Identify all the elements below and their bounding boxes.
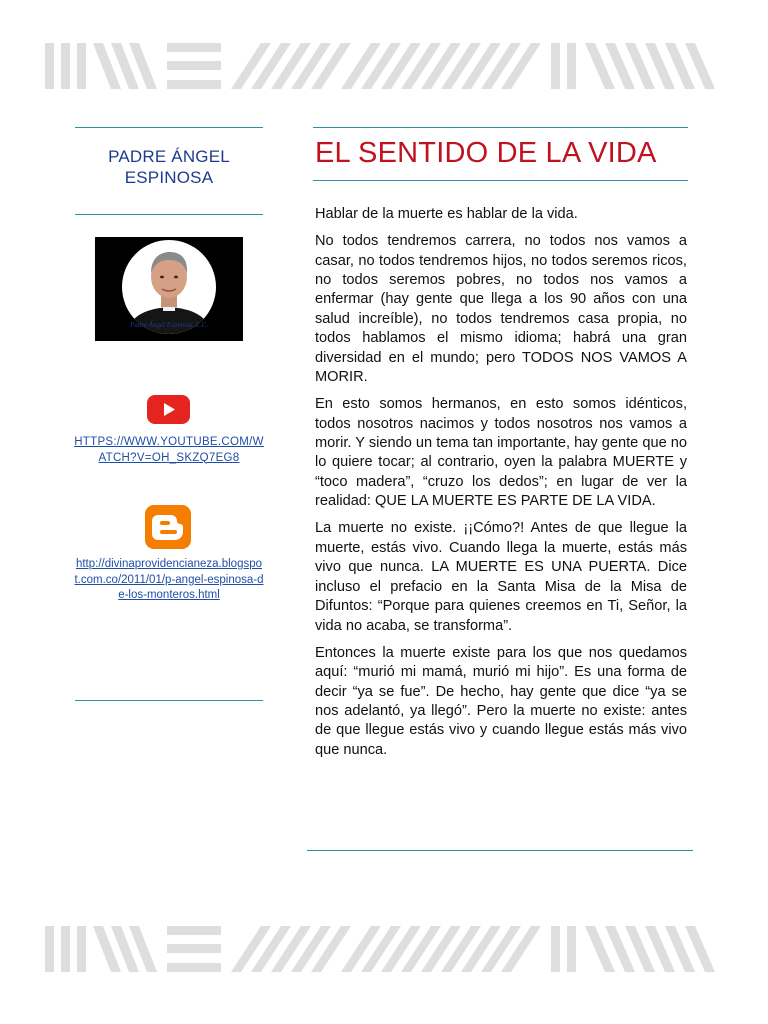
header-decorative-band	[45, 43, 719, 89]
article-title: EL SENTIDO DE LA VIDA	[315, 137, 657, 169]
youtube-icon[interactable]	[147, 395, 190, 424]
title-rule-bottom	[313, 180, 688, 181]
footer-decorative-band	[45, 926, 719, 972]
author-name	[76, 146, 262, 188]
sidebar-rule-top	[75, 127, 263, 128]
portrait-caption: Padre Ángel Espinosa, L.C.	[130, 321, 208, 329]
author-portrait	[95, 237, 243, 341]
youtube-link[interactable]: HTTPS://WWW.YOUTUBE.COM/WATCH?V=OH_SKZQ7EG8	[74, 436, 264, 464]
title-rule-top	[313, 127, 688, 128]
article-rule-bottom	[307, 850, 693, 851]
author-name-line2: ESPINOSA	[124, 168, 214, 187]
sidebar-rule-bottom	[75, 700, 263, 701]
article-paragraph: La muerte no existe. ¡¡Cómo?! Antes de que llegue la muerte, estás vivo. Cuando llega la muerte, estás más vivo que nunca. LA MUERTE ES UNA PUERTA. Dice incluso el prefacio en la Santa Misa de la Misa de Difuntos: “Porque para quienes creemos en Ti, Señor, la vida no acaba, se transforma”.	[315, 520, 687, 634]
article-paragraph: No todos tendremos carrera, no todos nos vamos a casar, no todos tendremos hijos, no todos seremos ricos, no todos seremos pobres, no todos nos vamos a enfermar (hay gente que llega a los 90 años con una salud increíble), no todos tendremos casa propia, no todos hablamos el mismo idioma; habrá una gran diversidad en el mundo; pero TODOS NOS VAMOS A MORIR.	[315, 233, 687, 386]
article-body	[315, 205, 687, 768]
blog-link[interactable]: http://divinaprovidencianeza.blogspot.com.co/2011/01/p-angel-espinosa-de-los-monteros.html	[74, 558, 264, 601]
author-name-line1: PADRE ÁNGEL	[108, 147, 230, 166]
blogger-icon[interactable]	[145, 505, 191, 549]
article-paragraph: Entonces la muerte existe para los que nos quedamos aquí: “murió mi mamá, murió mi hijo”. Es una forma de decir “ya se fue”. De hecho, hay gente que dice “ya se nos adelantó, ya llegó”. Pero la muerte no existe: antes de que llegue estás vivo y cuando llegue estás más vivo que nunca.	[315, 644, 687, 758]
article-paragraph: En esto somos hermanos, en esto somos idénticos, todos nosotros nacimos y todos nosotros nos vamos a morir. Y siendo un tema tan importante, hay gente que no lo quiere tocar; al contrario, oyen la palabra MUERTE y “toco madera”, “cruzo los dedos”; en lugar de ver la realidad: QUE LA MUERTE ES PARTE DE LA VIDA.	[315, 396, 687, 510]
sidebar-rule-author	[75, 214, 263, 215]
article-paragraph: Hablar de la muerte es hablar de la vida.	[315, 206, 578, 222]
